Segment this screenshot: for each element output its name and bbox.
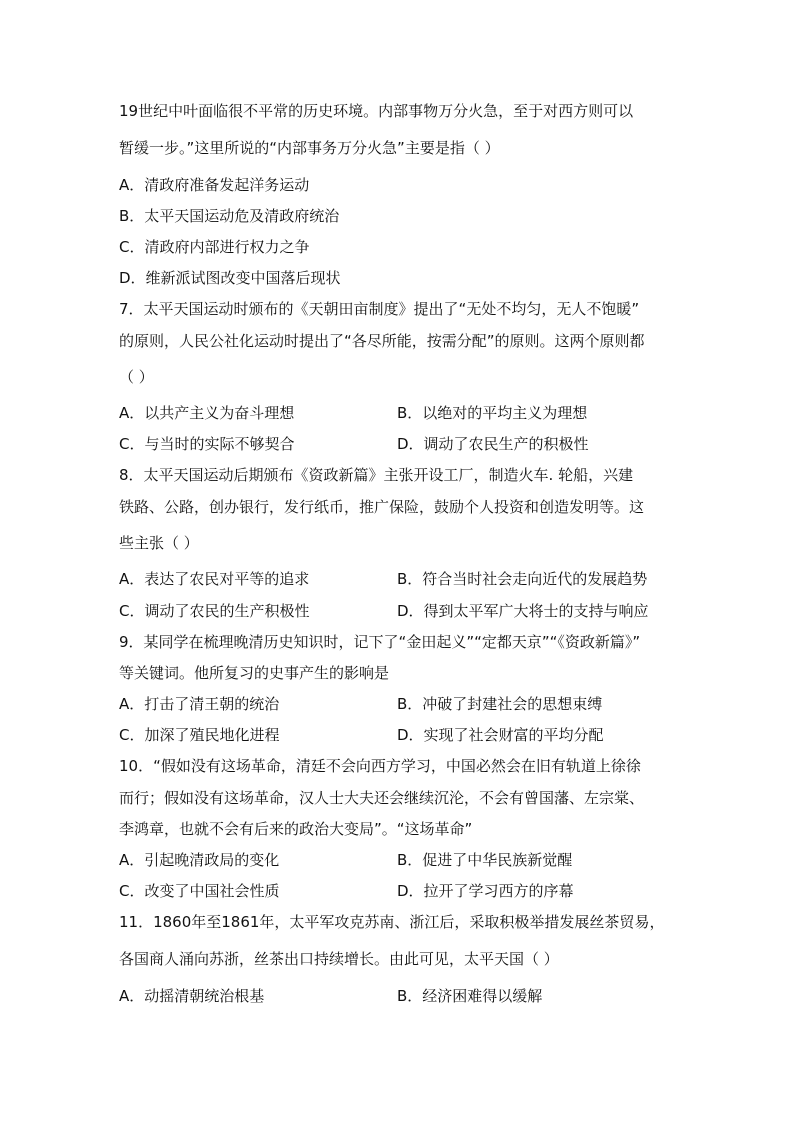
q10-option-a: A．引起晚清政局的变化 [119, 851, 280, 869]
intro-line-1: 19世纪中叶面临很不平常的历史环境。内部事物万分火急，至于对西方则可以 [119, 102, 634, 120]
q10-line-2: 而行；假如没有这场革命，汉人士大夫还会继续沉沦，不会有曾国藩、左宗棠、 [119, 789, 645, 807]
q11-line-2: 各国商人涌向苏浙，丝茶出口持续增长。由此可见，太平天国（ ） [119, 950, 559, 968]
q9-option-a: A．打击了清王朝的统治 [119, 695, 280, 713]
intro-option-a: A．清政府准备发起洋务运动 [119, 176, 310, 194]
q7-line-3: （ ） [119, 368, 154, 386]
q7-line-1: 7．太平天国运动时颁布的《天朝田亩制度》提出了“无处不均匀，无人不饱暖” [119, 300, 640, 318]
q8-line-3: 些主张（ ） [119, 534, 199, 552]
q11-option-a: A．动摇清朝统治根基 [119, 987, 265, 1005]
q10-option-c: C．改变了中国社会性质 [119, 882, 280, 900]
q10-option-b: B．促进了中华民族新觉醒 [397, 851, 573, 869]
intro-option-c: C．清政府内部进行权力之争 [119, 238, 310, 256]
q9-line-2: 等关键词。他所复习的史事产生的影响是 [119, 664, 390, 682]
q8-option-a: A．表达了农民对平等的追求 [119, 570, 310, 588]
q8-line-1: 8．太平天国运动后期颁布《资政新篇》主张开设工厂，制造火车. 轮船，兴建 [119, 466, 634, 484]
q9-line-1: 9．某同学在梳理晚清历史知识时，记下了“金田起义”“定都天京”“《资政新篇》” [119, 633, 641, 651]
q8-option-d: D．得到太平军广大将士的支持与响应 [397, 602, 649, 620]
q7-option-d: D．调动了农民生产的积极性 [397, 435, 589, 453]
q11-option-b: B．经济困难得以缓解 [397, 987, 543, 1005]
q7-option-c: C．与当时的实际不够契合 [119, 435, 295, 453]
q10-option-d: D．拉开了学习西方的序幕 [397, 882, 574, 900]
q10-line-1: 10．“假如没有这场革命，清廷不会向西方学习，中国必然会在旧有轨道上徐徐 [119, 757, 641, 775]
q11-line-1: 11．1860年至1861年，太平军攻克苏南、浙江后，采取积极举措发展丝茶贸易， [119, 913, 665, 931]
intro-option-d: D．维新派试图改变中国落后现状 [119, 269, 341, 287]
intro-option-b: B．太平天国运动危及清政府统治 [119, 207, 340, 225]
q7-option-a: A．以共产主义为奋斗理想 [119, 404, 295, 422]
q9-option-b: B．冲破了封建社会的思想束缚 [397, 695, 603, 713]
q9-option-c: C．加深了殖民地化进程 [119, 726, 280, 744]
q10-line-3: 李鸿章，也就不会有后来的政治大变局”。“这场革命” [119, 820, 473, 838]
q9-option-d: D．实现了社会财富的平均分配 [397, 726, 604, 744]
q7-option-b: B．以绝对的平均主义为理想 [397, 404, 588, 422]
q8-line-2: 铁路、公路，创办银行，发行纸币，推广保险，鼓励个人投资和创造发明等。这 [119, 498, 645, 516]
q7-line-2: 的原则，人民公社化运动时提出了“各尽所能，按需分配”的原则。这两个原则都 [119, 332, 645, 350]
q8-option-c: C．调动了农民的生产积极性 [119, 602, 310, 620]
q8-option-b: B．符合当时社会走向近代的发展趋势 [397, 570, 648, 588]
intro-line-2: 暂缓一步。”这里所说的“内部事务万分火急”主要是指（ ） [119, 139, 500, 157]
